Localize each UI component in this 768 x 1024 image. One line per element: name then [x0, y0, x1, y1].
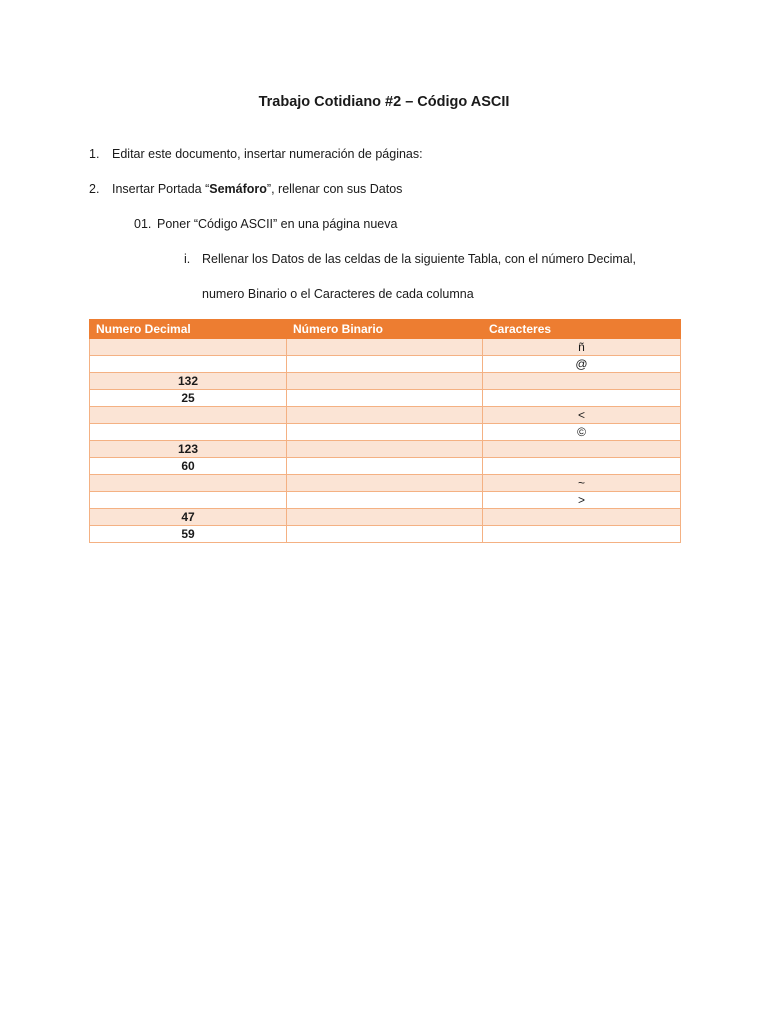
- binary-cell: [287, 492, 483, 509]
- table-row: [90, 339, 681, 356]
- binary-cell: [287, 458, 483, 475]
- table-header-row: [90, 320, 681, 339]
- character-cell: ©: [483, 424, 681, 441]
- subsublist-line-2: numero Binario o el Caracteres de cada columna: [202, 287, 474, 301]
- binary-cell: [287, 526, 483, 543]
- header-characters: Caracteres: [483, 320, 681, 339]
- table-row: [90, 390, 681, 407]
- table-row: [90, 407, 681, 424]
- subsublist-number: i.: [184, 252, 191, 266]
- decimal-cell: [90, 475, 287, 492]
- decimal-cell: 60: [90, 458, 287, 475]
- binary-cell: [287, 509, 483, 526]
- table-row: [90, 458, 681, 475]
- table-row: [90, 356, 681, 373]
- table-row: [90, 526, 681, 543]
- header-decimal: Numero Decimal: [90, 320, 287, 339]
- decimal-cell: 59: [90, 526, 287, 543]
- list-item-2-text-before: Insertar Portada “: [112, 182, 210, 196]
- decimal-cell: [90, 407, 287, 424]
- sublist-item-text: Poner “Código ASCII” en una página nueva: [157, 217, 398, 231]
- list-item-2-text: [112, 182, 402, 196]
- decimal-cell: [90, 356, 287, 373]
- character-cell: [483, 458, 681, 475]
- header-binary: Número Binario: [287, 320, 483, 339]
- binary-cell: [287, 475, 483, 492]
- table-row: [90, 475, 681, 492]
- binary-cell: [287, 339, 483, 356]
- decimal-cell: 25: [90, 390, 287, 407]
- table-row: [90, 492, 681, 509]
- binary-cell: [287, 424, 483, 441]
- list-item-2-text-after: ”, rellenar con sus Datos: [266, 182, 403, 196]
- binary-cell: [287, 407, 483, 424]
- decimal-cell: [90, 424, 287, 441]
- binary-cell: [287, 356, 483, 373]
- list-number-2: 2.: [89, 182, 100, 196]
- character-cell: [483, 526, 681, 543]
- binary-cell: [287, 373, 483, 390]
- table-row: [90, 509, 681, 526]
- character-cell: [483, 373, 681, 390]
- table-row: [90, 441, 681, 458]
- subsublist-line-1: Rellenar los Datos de las celdas de la siguiente Tabla, con el número Decimal,: [202, 252, 637, 266]
- table-row: [90, 373, 681, 390]
- character-cell: ñ: [483, 339, 681, 356]
- character-cell: <: [483, 407, 681, 424]
- binary-cell: [287, 390, 483, 407]
- decimal-cell: 123: [90, 441, 287, 458]
- list-number-1: 1.: [89, 147, 100, 161]
- decimal-cell: [90, 492, 287, 509]
- decimal-cell: 47: [90, 509, 287, 526]
- character-cell: >: [483, 492, 681, 509]
- character-cell: @: [483, 356, 681, 373]
- decimal-cell: [90, 339, 287, 356]
- sublist-number: 01.: [134, 217, 152, 231]
- character-cell: [483, 390, 681, 407]
- character-cell: [483, 441, 681, 458]
- ascii-table: [89, 319, 681, 543]
- character-cell: [483, 509, 681, 526]
- list-item-1-text: Editar este documento, insertar numeración de páginas:: [112, 147, 423, 161]
- character-cell: ~: [483, 475, 681, 492]
- binary-cell: [287, 441, 483, 458]
- decimal-cell: 132: [90, 373, 287, 390]
- table-row: [90, 424, 681, 441]
- list-item-2-bold: Semáforo: [209, 182, 267, 196]
- document-title: Trabajo Cotidiano #2 – Código ASCII: [258, 94, 510, 110]
- table-body: [90, 339, 681, 543]
